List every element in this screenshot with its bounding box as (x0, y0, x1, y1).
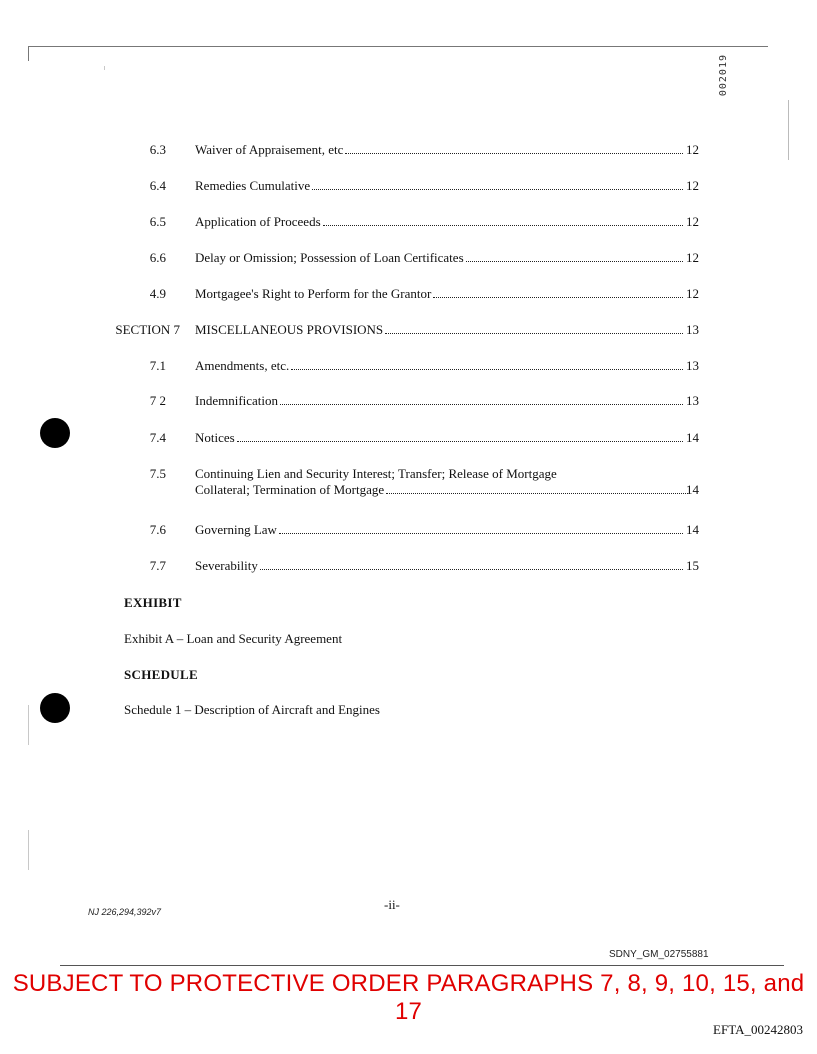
toc-entry-title: Amendments, etc. (195, 358, 290, 373)
toc-entry-title: Mortgagee's Right to Perform for the Grantor (195, 286, 432, 301)
toc-entry-number: 7.1 (149, 358, 166, 373)
toc-entry-number: 7.7 (149, 558, 166, 573)
left-border-line (28, 46, 29, 61)
efta-number: EFTA_00242803 (713, 1022, 803, 1037)
protective-order-banner: SUBJECT TO PROTECTIVE ORDER PARAGRAPHS 7, 8, 9, 10, 15, and 17 (12, 970, 805, 1025)
scan-speck (28, 830, 29, 870)
toc-entry-page: 14 (686, 522, 699, 537)
toc-entry-number: 6.5 (149, 214, 166, 229)
bottom-border-line (60, 965, 784, 966)
toc-entry-number: 7.5 (149, 466, 166, 481)
page-number: -ii- (384, 897, 400, 912)
vertical-stamp: 002019 (718, 54, 729, 97)
toc-entry-title: Severability (195, 558, 258, 573)
dot-leader (386, 493, 688, 494)
toc-entry-page: 12 (686, 214, 699, 229)
toc-entry-page: 14 (686, 482, 699, 497)
punch-hole (40, 418, 70, 448)
toc-entry-title: Remedies Cumulative (195, 178, 311, 193)
schedule-item[interactable]: Schedule 1 – Description of Aircraft and Engines (124, 702, 380, 717)
toc-entry-title: Delay or Omission; Possession of Loan Certificates (195, 250, 464, 265)
toc-entry-page: 12 (686, 286, 699, 301)
toc-entry-title: Waiver of Appraisement, etc (195, 142, 344, 157)
scan-speck (28, 705, 29, 745)
toc-entry-page: 12 (686, 178, 699, 193)
punch-hole (40, 693, 70, 723)
top-border-line (28, 46, 768, 47)
dot-leader (312, 189, 683, 190)
toc-section-title: MISCELLANEOUS PROVISIONS (195, 322, 384, 337)
dot-leader (260, 569, 683, 570)
scan-edge-mark (788, 100, 789, 160)
document-id: NJ 226,294,392v7 (88, 907, 162, 917)
toc-entry-number: 4.9 (149, 286, 166, 301)
bates-number: SDNY_GM_02755881 (609, 949, 709, 960)
toc-entry-number: 7 2 (149, 393, 166, 408)
toc-entry-number: 6.3 (149, 142, 166, 157)
toc-entry-page: 13 (686, 393, 699, 408)
toc-entry-page: 13 (686, 358, 699, 373)
dot-leader (237, 441, 683, 442)
dot-leader (385, 333, 683, 334)
toc-entry-page: 14 (686, 430, 699, 445)
toc-entry-number: 6.6 (149, 250, 166, 265)
toc-entry-title: Notices (195, 430, 235, 445)
toc-entry-title-line1: Continuing Lien and Security Interest; Transfer; Release of Mortgage (195, 466, 557, 481)
schedule-heading: SCHEDULE (124, 667, 198, 682)
toc-entry[interactable] (0, 466, 817, 502)
dot-leader (280, 404, 683, 405)
toc-entry-title: Governing Law (195, 522, 277, 537)
toc-section-number: SECTION 7 (115, 322, 180, 337)
toc-entry-title-line2: Collateral; Termination of Mortgage (195, 482, 385, 497)
dot-leader (345, 153, 683, 154)
toc-entry-page: 15 (686, 558, 699, 573)
exhibit-heading: EXHIBIT (124, 595, 182, 610)
exhibit-item[interactable]: Exhibit A – Loan and Security Agreement (124, 631, 343, 646)
toc-entry-page: 12 (686, 250, 699, 265)
dot-leader (323, 225, 683, 226)
dot-leader (466, 261, 683, 262)
dot-leader (433, 297, 683, 298)
dot-leader (291, 369, 683, 370)
toc-entry-title: Indemnification (195, 393, 279, 408)
dot-leader (279, 533, 683, 534)
toc-entry-number: 7.4 (149, 430, 166, 445)
toc-entry-title: Application of Proceeds (195, 214, 321, 229)
toc-entry-number: 6.4 (149, 178, 166, 193)
toc-entry-number: 7.6 (149, 522, 166, 537)
scan-speck (104, 66, 105, 70)
toc-entry-page: 12 (686, 142, 699, 157)
toc-entry-page: 13 (686, 322, 699, 337)
